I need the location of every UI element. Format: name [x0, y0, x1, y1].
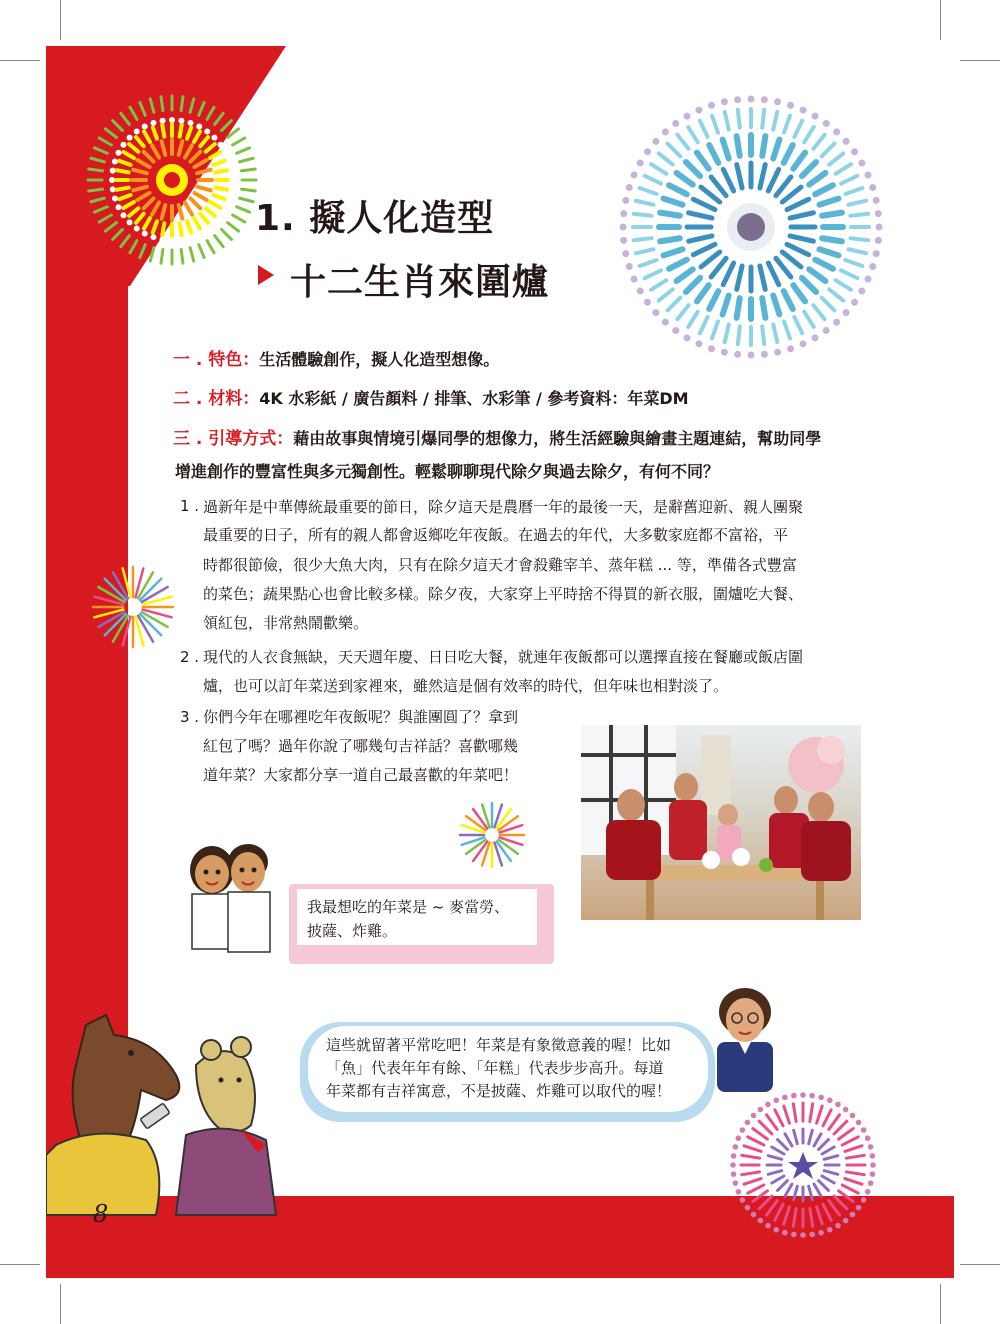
item-2-line: 現代的人衣食無缺，天天週年慶、日日吃大餐，就連年夜飯都可以選擇直接在餐廳或飯店圍: [203, 648, 804, 666]
spec-materials: [173, 384, 689, 409]
teacher-illustration: [705, 982, 785, 1092]
family-dinner-photo: [581, 725, 861, 920]
firework-purple-icon: [728, 1090, 878, 1240]
spec-feature: [173, 345, 499, 370]
spec-text: 藉由故事與情境引爆同學的想像力，將生活經驗與繪畫主題連結，幫助同學: [293, 429, 822, 448]
spec-text: 4K 水彩紙 / 廣告顏料 / 排筆、水彩筆 / 參考資料：年菜DM: [259, 389, 689, 408]
item-3-line: 你們今年在哪裡吃年夜飯呢？與誰團圓了？拿到: [203, 708, 519, 726]
crop-mark: [60, 0, 61, 40]
spec-text: 增進創作的豐富性與多元獨創性。輕鬆聊聊現代除夕與過去除夕，有何不同？: [175, 462, 720, 481]
item-1-line: 領紅包，非常熱鬧歡樂。: [203, 614, 369, 632]
item-1-line: 的菜色；蔬果點心也會比較多樣。除夕夜，大家穿上平時捨不得買的新衣服，圍爐吃大餐、: [203, 585, 804, 603]
item-1-line: 過新年是中華傳統最重要的節日，除夕這天是農曆一年的最後一天，是辭舊迎新、親人團聚: [203, 498, 804, 516]
item-1-line: 最重要的日子，所有的親人都會返鄉吃年夜飯。在過去的年代，大多數家庭都不富裕，平: [203, 526, 789, 544]
firework-small-icon: [88, 562, 178, 652]
crop-mark: [940, 1284, 941, 1324]
spec-label: 一 . 特色：: [173, 350, 260, 370]
item-number: 3 .: [180, 708, 200, 726]
bubble-line: 我最想吃的年菜是 ~ 麥當勞、: [307, 898, 510, 916]
crop-mark: [940, 0, 941, 40]
crop-mark: [60, 1284, 61, 1324]
bubble-line: 年菜都有吉祥寓意，不是披薩、炸雞可以取代的喔！: [326, 1082, 672, 1100]
page-title: 1. 擬人化造型: [255, 198, 495, 239]
horse-and-rat-illustration: [46, 1005, 286, 1220]
firework-blue-icon: [616, 92, 886, 362]
spec-label: 二 . 材料：: [173, 389, 260, 409]
spec-guidance: [173, 424, 821, 449]
triangle-bullet-icon: [258, 265, 274, 285]
spec-text: 生活體驗創作，擬人化造型想像。: [259, 350, 500, 369]
spec-guidance-cont: [175, 459, 719, 482]
spec-label: 三 . 引導方式：: [173, 429, 294, 449]
crop-mark: [0, 60, 40, 61]
item-3-line: 道年菜？大家都分享一道自己最喜歡的年菜吧！: [203, 766, 519, 784]
page-subtitle: 十二生肖來圍爐: [290, 262, 550, 303]
item-number: 1 .: [180, 497, 200, 515]
crop-mark: [0, 1264, 40, 1265]
two-students-illustration: [180, 832, 280, 962]
crop-mark: [960, 60, 1000, 61]
bubble-line: 披薩、炸雞。: [307, 922, 398, 940]
item-3-line: 紅包了嗎？過年你說了哪幾句吉祥話？喜歡哪幾: [203, 737, 519, 755]
page-number: 8: [93, 1200, 109, 1228]
teacher-speech-bubble: [308, 1026, 708, 1112]
crop-mark: [960, 1264, 1000, 1265]
item-number: 2 .: [180, 648, 200, 666]
bubble-line: 這些就留著平常吃吧！年菜是有象徵意義的喔！比如: [326, 1036, 672, 1054]
item-2-line: 爐，也可以訂年菜送到家裡來，雖然這是個有效率的時代，但年味也相對淡了。: [203, 677, 729, 695]
student-speech-bubble: [297, 889, 537, 945]
firework-small-icon: [457, 800, 527, 870]
bubble-line: 「魚」代表年年有餘、「年糕」代表步步高升。每道: [326, 1059, 664, 1077]
item-1-line: 時都很節儉，很少大魚大肉，只有在除夕這天才會殺雞宰羊、蒸年糕 ... 等，準備各式豐富: [203, 556, 797, 574]
firework-red-icon: [82, 90, 262, 270]
